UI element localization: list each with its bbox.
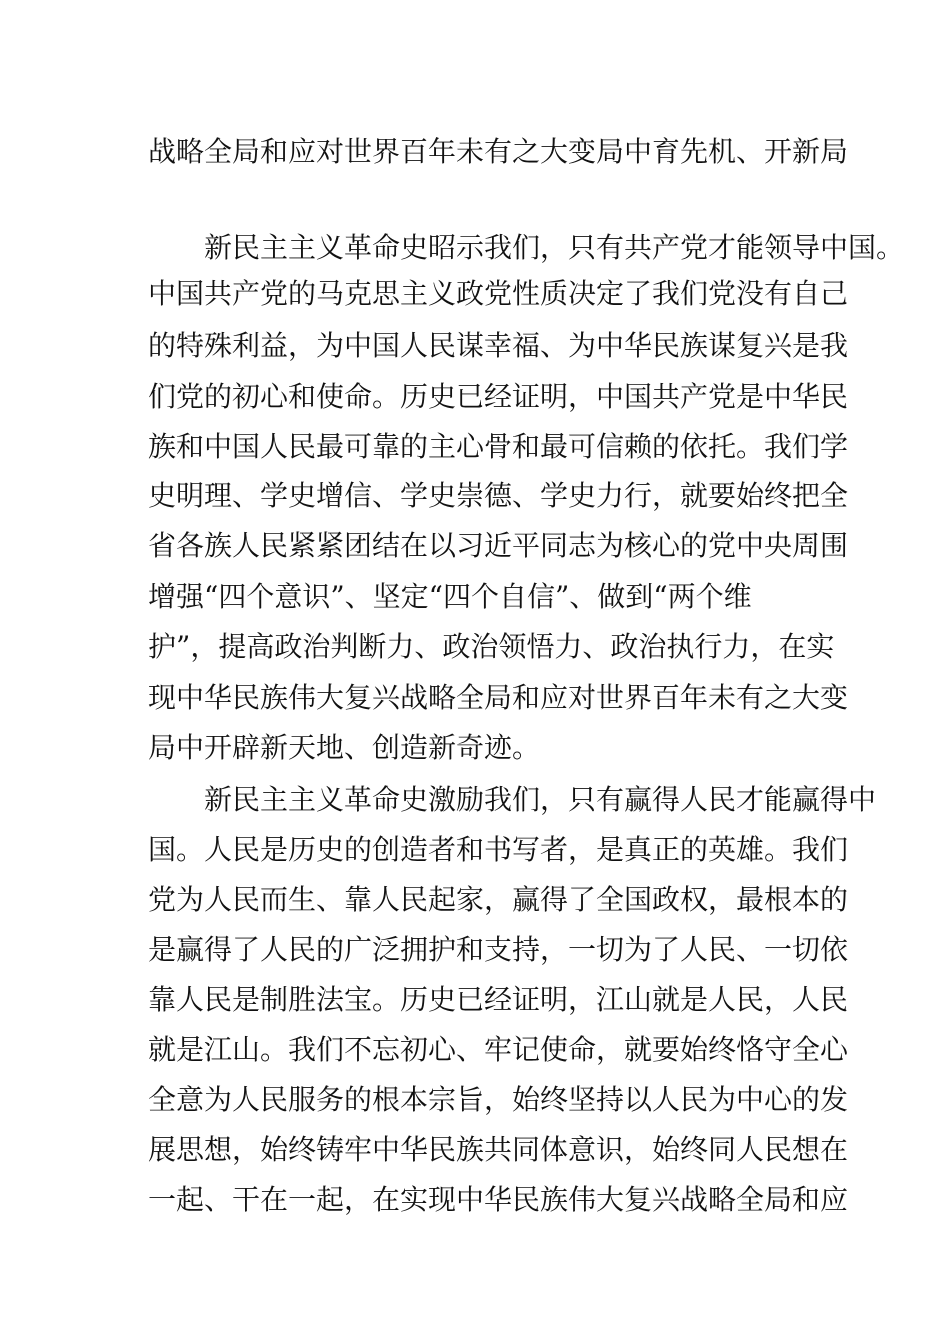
paragraph-2-line-7: 全意为人民服务的根本宗旨，始终坚持以人民为中心的发: [148, 1083, 849, 1116]
paragraph-1-line-8: 增强“四个意识”、坚定“四个自信”、做到“两个维: [148, 580, 752, 613]
paragraph-2-line-9: 一起、干在一起，在实现中华民族伟大复兴战略全局和应: [148, 1183, 849, 1216]
paragraph-1-line-5: 族和中国人民最可靠的主心骨和最可信赖的依托。我们学: [148, 430, 849, 463]
paragraph-2-line-1: 新民主主义革命史激励我们，只有赢得人民才能赢得中: [148, 783, 877, 816]
paragraph-2-line-2: 国。人民是历史的创造者和书写者，是真正的英雄。我们: [148, 833, 849, 866]
paragraph-1-line-4: 们党的初心和使命。历史已经证明，中国共产党是中华民: [148, 380, 849, 413]
paragraph-2-line-4: 是赢得了人民的广泛拥护和支持，一切为了人民、一切依: [148, 933, 849, 966]
paragraph-2-line-8: 展思想，始终铸牢中华民族共同体意识，始终同人民想在: [148, 1133, 849, 1166]
paragraph-1-line-11: 局中开辟新天地、创造新奇迹。: [148, 731, 541, 764]
paragraph-1-line-9: 护”，提高政治判断力、政治领悟力、政治执行力，在实: [148, 630, 835, 663]
paragraph-1-line-2: 中国共产党的马克思主义政党性质决定了我们党没有自己: [148, 277, 849, 310]
paragraph-2-line-5: 靠人民是制胜法宝。历史已经证明，江山就是人民，人民: [148, 983, 849, 1016]
paragraph-2-line-6: 就是江山。我们不忘初心、牢记使命，就要始终恪守全心: [148, 1033, 849, 1066]
paragraph-1-line-7: 省各族人民紧紧团结在以习近平同志为核心的党中央周围: [148, 529, 849, 562]
paragraph-1-line-1: 新民主主义革命史昭示我们，只有共产党才能领导中国。: [148, 231, 905, 264]
paragraph-1-line-3: 的特殊利益，为中国人民谋幸福、为中华民族谋复兴是我: [148, 329, 849, 362]
paragraph-1-line-10: 现中华民族伟大复兴战略全局和应对世界百年未有之大变: [148, 681, 849, 714]
paragraph-1-line-6: 史明理、学史增信、学史崇德、学史力行，就要始终把全: [148, 479, 849, 512]
continuation-line: 战略全局和应对世界百年未有之大变局中育先机、开新局: [148, 135, 849, 168]
paragraph-2-line-3: 党为人民而生、靠人民起家，赢得了全国政权，最根本的: [148, 883, 849, 916]
